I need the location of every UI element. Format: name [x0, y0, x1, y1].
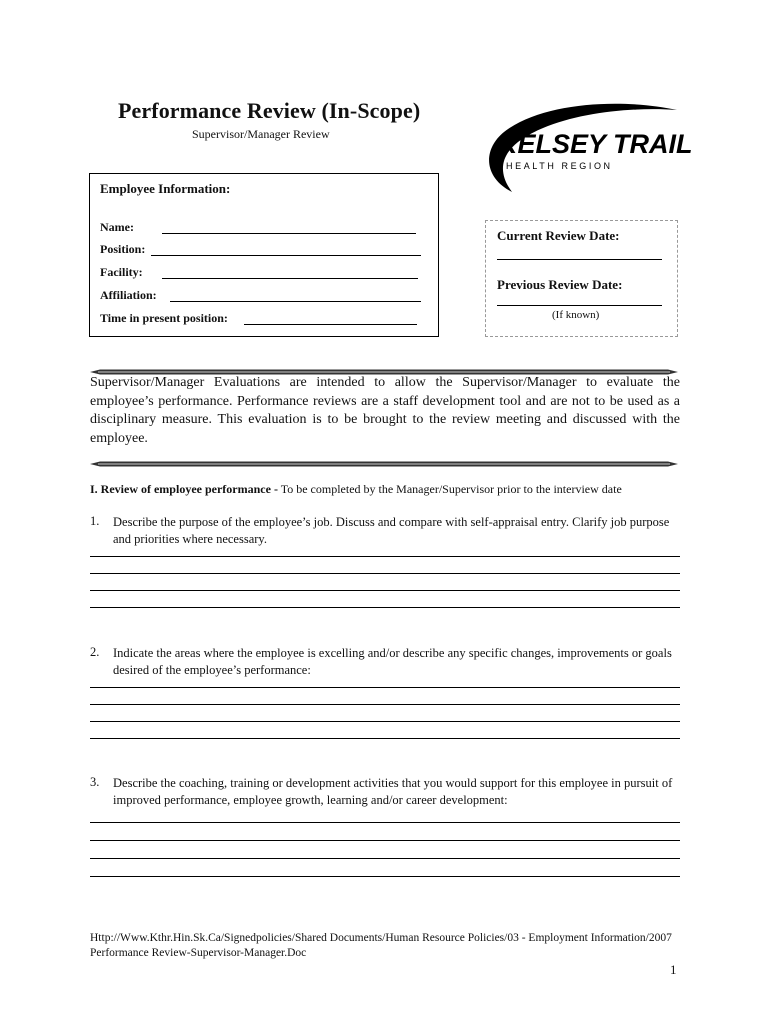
footer-document-path: Http://Www.Kthr.Hin.Sk.Ca/Signedpolicies/Shared Documents/Human Resource Policies/03 - Employment Information/2007 Performance Review-Supervisor-Manager.Doc — [90, 932, 672, 959]
question-3-answer-line[interactable] — [90, 822, 680, 823]
time-in-position-field[interactable] — [244, 324, 417, 325]
question-3-answer-line[interactable] — [90, 858, 680, 859]
question-1-answer-line[interactable] — [90, 590, 680, 591]
name-label: Name: — [100, 220, 134, 234]
employee-info-heading: Employee Information: — [100, 181, 231, 196]
decorative-rule-bottom — [90, 454, 678, 460]
logo-swoosh-icon — [482, 92, 692, 204]
question-2-answer-line[interactable] — [90, 704, 680, 705]
position-label: Position: — [100, 242, 146, 256]
decorative-rule-top — [90, 362, 678, 368]
if-known-note: (If known) — [552, 309, 600, 321]
question-3-answer-line[interactable] — [90, 840, 680, 841]
kelsey-trail-logo — [482, 92, 692, 204]
question-3-number: 3. — [90, 775, 100, 789]
page-title: Performance Review (In-Scope) — [118, 98, 421, 123]
position-field[interactable] — [151, 255, 421, 256]
time-in-position-label: Time in present position: — [100, 311, 228, 325]
question-1-number: 1. — [90, 514, 100, 528]
affiliation-label: Affiliation: — [100, 288, 157, 302]
question-2-answer-line[interactable] — [90, 687, 680, 688]
question-3-answer-line[interactable] — [90, 876, 680, 877]
name-field[interactable] — [162, 233, 416, 234]
previous-review-date-field[interactable] — [497, 305, 662, 306]
page-number: 1 — [670, 962, 677, 977]
question-1-answer-line[interactable] — [90, 607, 680, 608]
section-title: I. Review of employee performance - — [90, 482, 278, 496]
current-review-date-label: Current Review Date: — [497, 228, 620, 243]
question-1-answer-line[interactable] — [90, 573, 680, 574]
section-heading — [90, 482, 622, 497]
facility-label: Facility: — [100, 265, 143, 279]
current-review-date-field[interactable] — [497, 259, 662, 260]
intro-paragraph: Supervisor/Manager Evaluations are intended to allow the Supervisor/Manager to evaluate the employee’s performance. Performance reviews are a staff development tool and are not to be used as a disciplinary measure. This evaluation is to be brought to the review meeting and discussed with the employee. — [90, 375, 680, 446]
page-subtitle: Supervisor/Manager Review — [192, 127, 330, 141]
question-2-number: 2. — [90, 645, 100, 659]
section-note: To be completed by the Manager/Supervisor prior to the interview date — [277, 482, 622, 496]
affiliation-field[interactable] — [170, 301, 421, 302]
logo-subtext: HEALTH REGION — [506, 161, 613, 171]
question-3-text: Describe the coaching, training or development activities that you would support for this employee in pursuit of improved performance, employee growth, learning and/or career development: — [113, 776, 673, 807]
question-2-answer-line[interactable] — [90, 721, 680, 722]
logo-text: KELSEY TRAIL — [498, 129, 692, 159]
question-1-text: Describe the purpose of the employee’s job. Discuss and compare with self-appraisal entry. Clarify job purpose and priorities where necessary. — [113, 515, 670, 546]
facility-field[interactable] — [162, 278, 418, 279]
question-2-text: Indicate the areas where the employee is excelling and/or describe any specific changes, improvements or goals desired of the employee’s performance: — [113, 646, 672, 677]
question-2-answer-line[interactable] — [90, 738, 680, 739]
previous-review-date-label: Previous Review Date: — [497, 277, 623, 292]
question-1-answer-line[interactable] — [90, 556, 680, 557]
